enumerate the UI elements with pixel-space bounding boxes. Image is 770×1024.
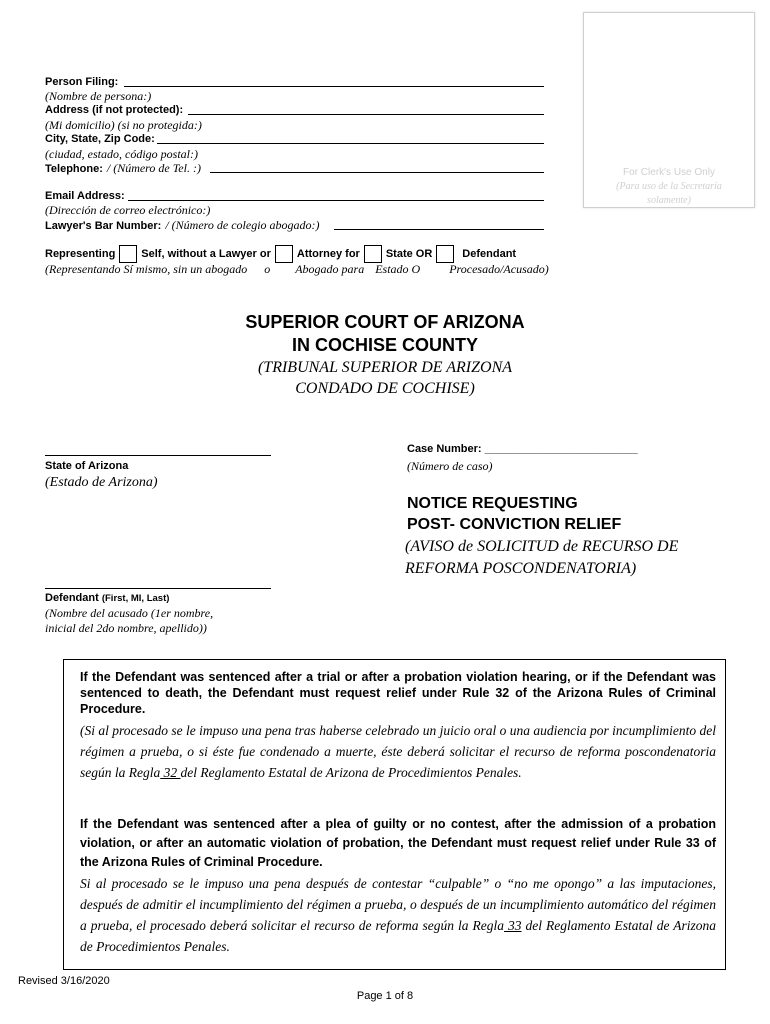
person-filing-field[interactable] (124, 86, 544, 87)
representing-es-state: Estado O (375, 262, 421, 276)
email-label: Email Address: (45, 190, 125, 202)
rule-33-es-after: del Reglamento Estatal de Arizona de Procedimientos Penales. (80, 918, 716, 954)
defendant-name-label: Defendant (45, 592, 99, 604)
notice-title-es (405, 536, 678, 580)
rule-32-section (80, 669, 716, 783)
rule-32-es-before: (Si al procesado se le impuso una pena tras haberse celebrado un juicio oral o una audiencia por incumplimiento del régimen a prueba, o si éste fue condenado a muerte, éste deberá solicitar el recurso de reforma poscondenatoria según la Regla (80, 723, 716, 780)
representing-es-attorney: Abogado para (295, 262, 365, 276)
representing-label: Representing (45, 248, 116, 260)
representing-row (45, 245, 516, 263)
city-label-es: (ciudad, estado, código postal:) (45, 147, 198, 161)
defendant-name-label-row (45, 592, 169, 604)
clerk-line-1: For Clerk's Use Only (623, 167, 715, 178)
clerk-line-3: solamente) (647, 195, 691, 206)
defendant-name-label-es (45, 606, 213, 636)
rule-33-text-en: If the Defendant was sentenced after a plea of guilty or no contest, after the admission of a probation violation, or after an automatic violation of probation, the Defendant must request relief under Rule 33 of the Arizona Rules of Criminal Procedure. (80, 817, 716, 869)
state-line (45, 455, 271, 456)
clerk-line-2: (Para uso de la Secretaría (616, 181, 722, 192)
telephone-row (45, 161, 201, 175)
email-field[interactable] (128, 200, 544, 201)
rule-32-text-en: If the Defendant was sentenced after a trial or after a probation violation hearing, or if the Defendant was sentenced to death, the Defendant must request relief under Rule 32 of the Arizona Rules of Criminal Procedure. (80, 670, 716, 716)
notice-title-es-line-2: REFORMA POSCONDENATORIA) (405, 560, 637, 577)
state-of-arizona-label-es: (Estado de Arizona) (45, 475, 158, 490)
representing-es-defendant: Procesado/Acusado) (449, 262, 549, 276)
representing-es-o: o (264, 262, 271, 276)
rule-instructions-box (63, 659, 726, 970)
page-number: Page 1 of 8 (356, 990, 414, 1002)
bar-number-field[interactable] (334, 229, 544, 230)
state-of-arizona-label: State of Arizona (45, 460, 129, 472)
address-field[interactable] (188, 114, 544, 115)
court-title-es (0, 357, 770, 399)
court-title-line-2: IN COCHISE COUNTY (291, 335, 478, 355)
defendant-checkbox[interactable] (436, 245, 454, 263)
city-label: City, State, Zip Code: (45, 133, 155, 145)
bar-number-label-es: / (Número de colegio abogado:) (165, 218, 320, 232)
person-filing-label: Person Filing: (45, 76, 119, 88)
bar-number-row (45, 218, 320, 232)
case-number-label: Case Number: _________________________ (407, 443, 638, 455)
rule-33-text-es (80, 873, 716, 957)
court-title-line-1: SUPERIOR COURT OF ARIZONA (245, 312, 525, 332)
telephone-field[interactable] (210, 172, 544, 173)
address-label-es: (Mi domicilio) (si no protegida:) (45, 118, 202, 132)
telephone-label: Telephone: (45, 163, 103, 175)
court-title-es-line-2: CONDADO DE COCHISE) (295, 380, 475, 397)
bar-number-label: Lawyer's Bar Number: (45, 220, 162, 232)
notice-title-line-1: NOTICE REQUESTING (407, 495, 578, 512)
case-number-label-es: (Número de caso) (407, 459, 493, 473)
self-checkbox[interactable] (119, 245, 137, 263)
rule-32-number: 32 (160, 765, 181, 780)
defendant-name-field[interactable] (45, 588, 271, 589)
defendant-es-line-1: (Nombre del acusado (1er nombre, (45, 606, 214, 620)
defendant-es-line-2: inicial del 2do nombre, apellido)) (45, 621, 207, 635)
notice-title (407, 493, 621, 535)
self-label: Self, without a Lawyer or (141, 248, 271, 260)
rule-33-number: 33 (504, 918, 522, 933)
attorney-checkbox[interactable] (275, 245, 293, 263)
state-label: State OR (385, 248, 433, 260)
rule-33-section (80, 815, 716, 957)
clerk-use-box (583, 12, 755, 208)
rule-32-es-after: del Reglamento Estatal de Arizona de Procedimientos Penales. (180, 765, 522, 780)
city-field[interactable] (157, 143, 544, 144)
representing-es-self: (Representando Sí mismo, sin un abogado (45, 262, 248, 276)
email-label-es: (Dirección de correo electrónico:) (45, 203, 211, 217)
clerk-use-label (584, 166, 754, 208)
rule-33-es-before: Si al procesado se le impuso una pena después de contestar “culpable” o “no me opongo” a las imputaciones, después de admitir el incumplimiento del régimen a prueba, o después de un incumplimiento automático del régimen a prueba, el procesado deberá solicitar el recurso de reforma según la Regla (80, 876, 716, 933)
person-filing-label-es: (Nombre de persona:) (45, 89, 152, 103)
attorney-label: Attorney for (296, 248, 360, 260)
notice-title-line-2: POST- CONVICTION RELIEF (407, 516, 622, 533)
defendant-name-format: (First, MI, Last) (101, 593, 170, 604)
court-title-es-line-1: (TRIBUNAL SUPERIOR DE ARIZONA (257, 359, 513, 376)
court-title (0, 311, 770, 357)
rule-32-text-es (80, 720, 716, 783)
defendant-label: Defendant (462, 248, 517, 260)
telephone-label-es: / (Número de Tel. :) (106, 161, 201, 175)
state-checkbox[interactable] (364, 245, 382, 263)
address-label: Address (if not protected): (45, 104, 184, 116)
notice-title-es-line-1: (AVISO de SOLICITUD de RECURSO DE (405, 538, 679, 555)
revised-date: Revised 3/16/2020 (18, 975, 110, 987)
representing-row-es (45, 262, 549, 277)
